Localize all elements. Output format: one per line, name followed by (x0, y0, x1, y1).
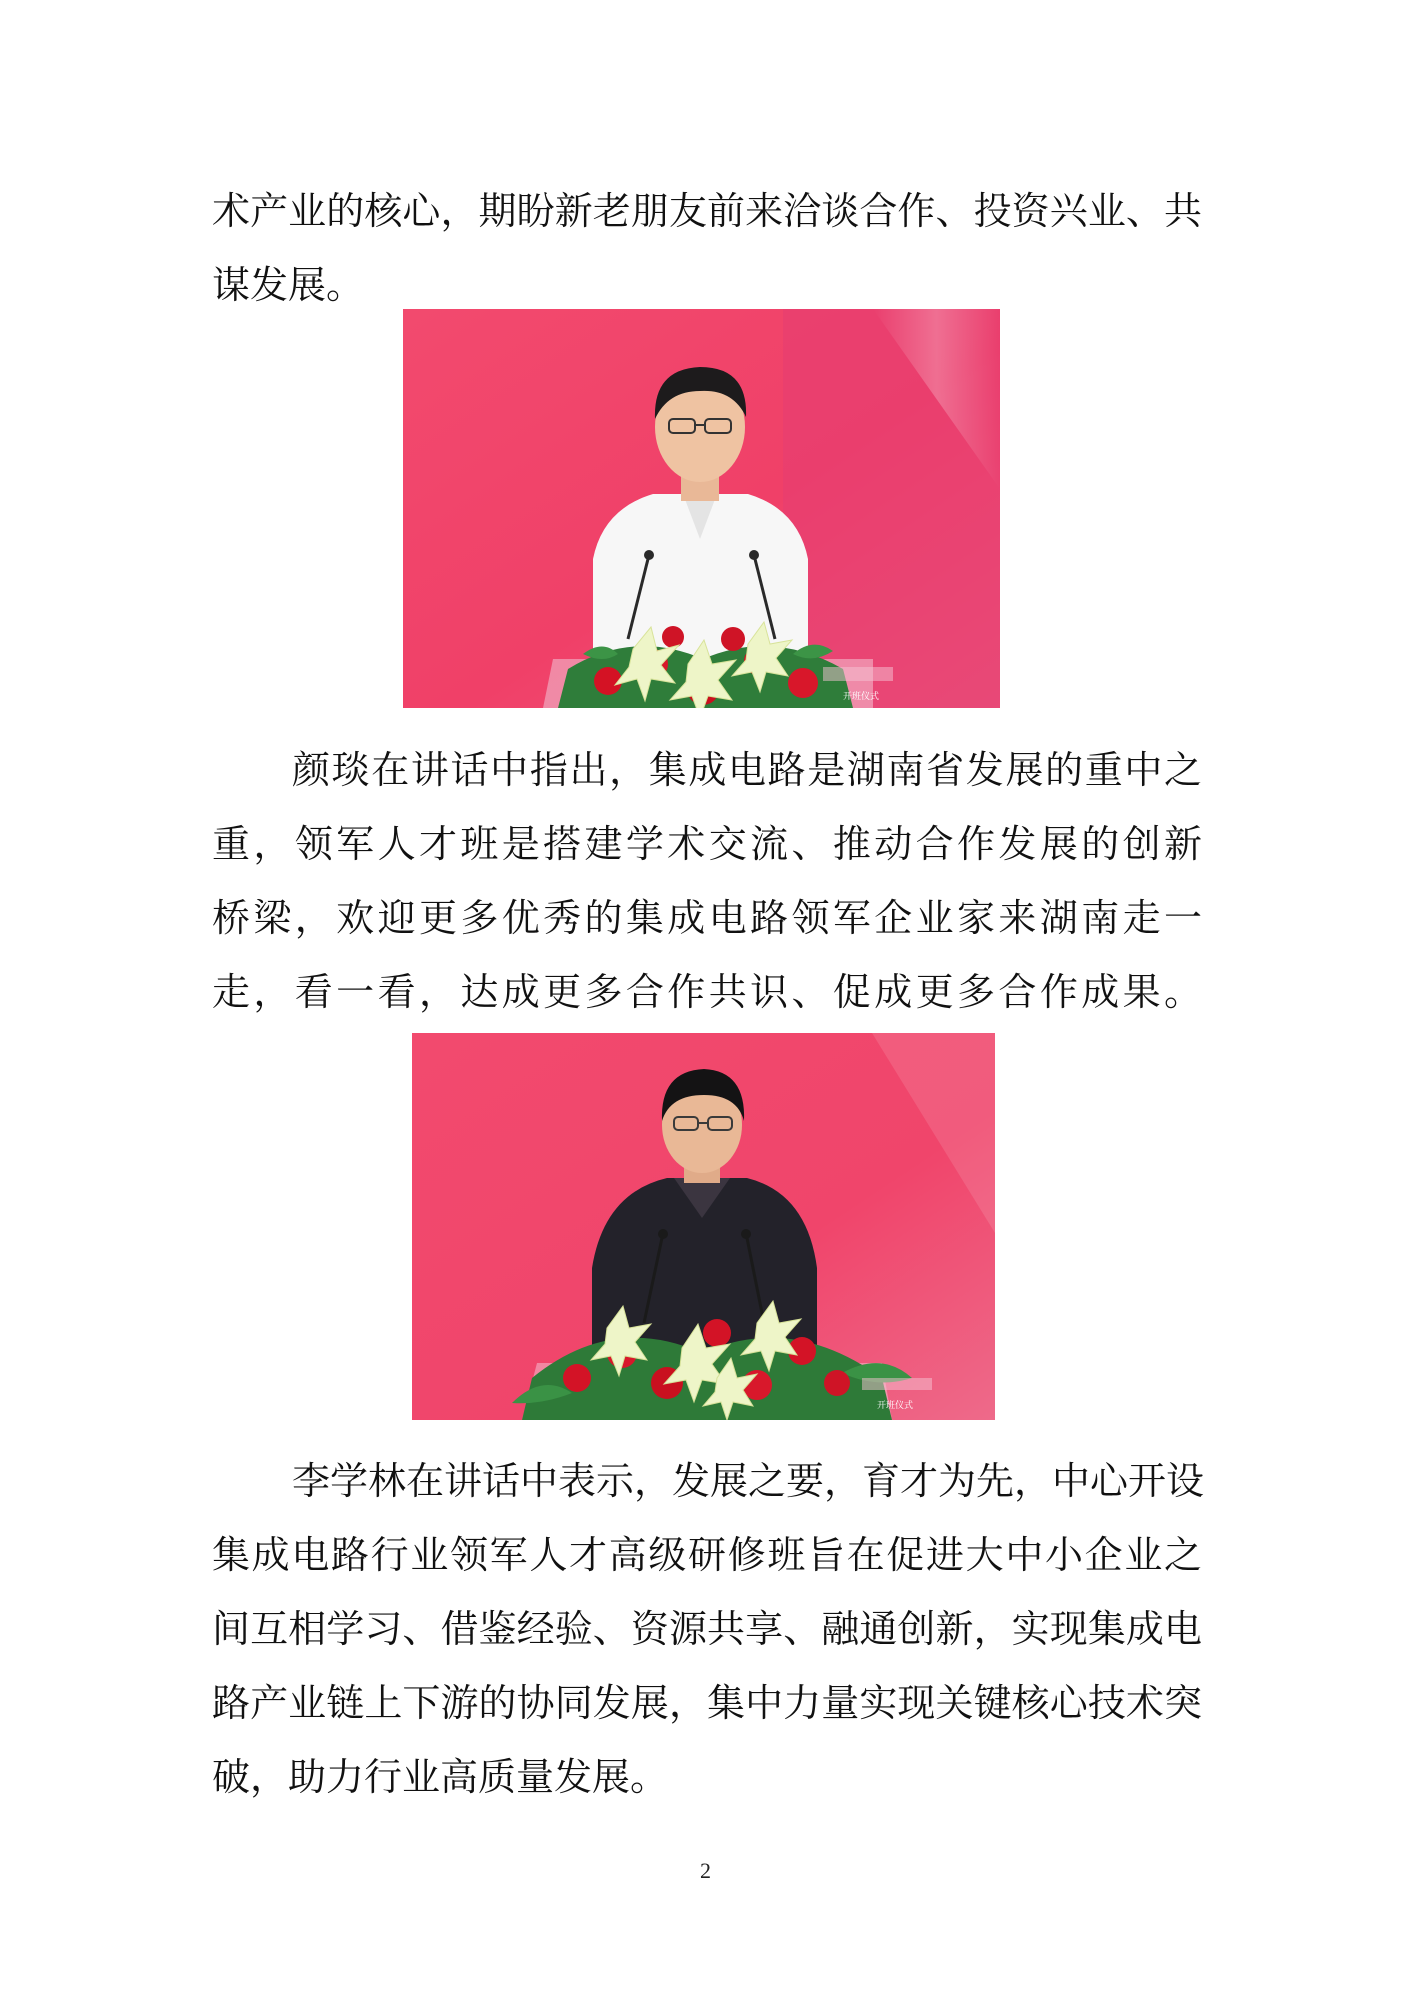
speaker-photo-2-image (412, 1033, 995, 1420)
speaker-photo-2 (412, 1033, 995, 1420)
text-line: 集成电路行业领军人才高级研修班旨在促进大中小企业之 (212, 1533, 1202, 1577)
speaker-photo-1-image (403, 309, 1000, 708)
text-line: 破，助力行业高质量发展。 (212, 1755, 669, 1799)
text-line: 李学林在讲话中表示，发展之要，育才为先，中心开设 (292, 1459, 1205, 1503)
podium-banner-text: 开班仪式 (843, 692, 880, 702)
paragraph-yan-yan-speech (212, 733, 1202, 1029)
text-line: 重，领军人才班是搭建学术交流、推动合作发展的创新 (212, 822, 1202, 866)
text-line: 桥梁，欢迎更多优秀的集成电路领军企业家来湖南走一 (212, 896, 1202, 940)
text-line: 走，看一看，达成更多合作共识、促成更多合作成果。 (212, 970, 1202, 1014)
podium-banner-text: 开班仪式 (877, 1401, 914, 1411)
text-line: 谋发展。 (212, 263, 365, 307)
speaker-photo-1 (403, 309, 1000, 708)
text-line: 路产业链上下游的协同发展，集中力量实现关键核心技术突 (212, 1681, 1202, 1725)
text-line: 颜琰在讲话中指出，集成电路是湖南省发展的重中之 (292, 748, 1202, 792)
text-line: 间互相学习、借鉴经验、资源共享、融通创新，实现集成电 (212, 1607, 1202, 1651)
paragraph-continuation (212, 174, 1202, 322)
page-number: 2 (700, 1858, 711, 1883)
text-line: 术产业的核心，期盼新老朋友前来洽谈合作、投资兴业、共 (212, 189, 1202, 233)
paragraph-li-xuelin-speech (212, 1444, 1205, 1814)
